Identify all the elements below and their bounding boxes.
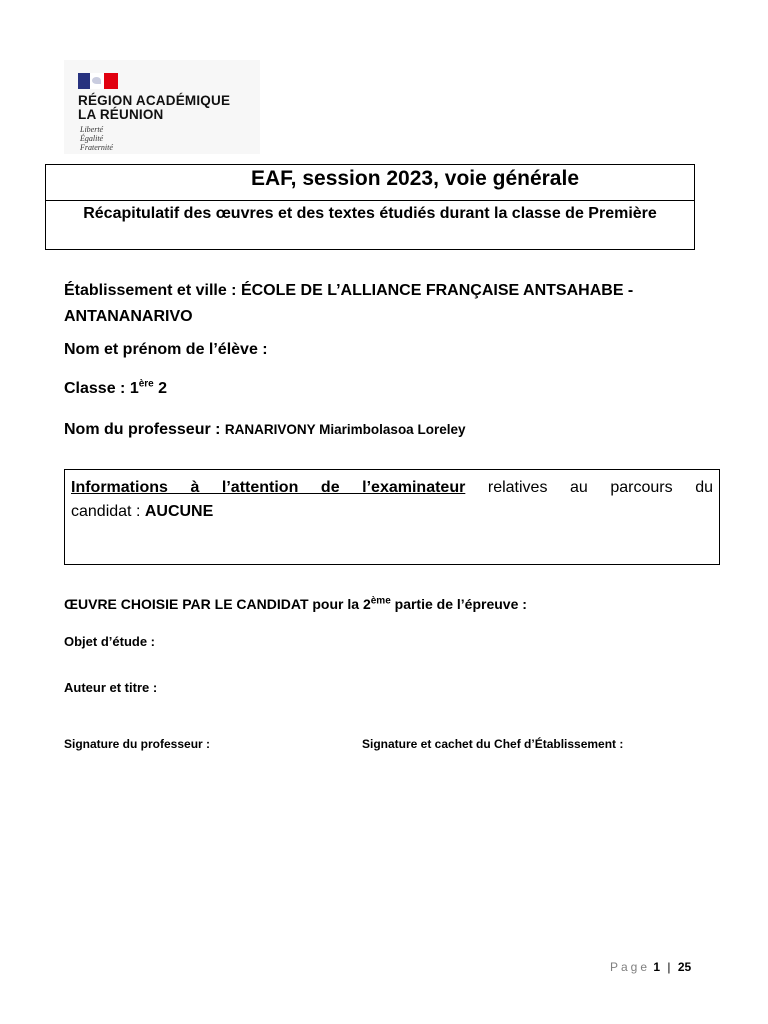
teacher-signature-label: Signature du professeur : (64, 737, 211, 751)
chosen-work-sup: ème (370, 595, 391, 607)
study-object-label: Objet d’étude : (64, 634, 155, 649)
page-word: Page (610, 960, 651, 974)
region-logo (64, 60, 260, 154)
chosen-work-rest: partie de l’épreuve : (390, 596, 527, 612)
candidate-label: candidat : (71, 503, 145, 520)
chosen-work-label: ŒUVRE CHOISIE PAR LE CANDIDAT pour la 2 (64, 596, 371, 612)
document-subtitle: Récapitulatif des œuvres et des textes étudiés durant la classe de Première (83, 205, 657, 222)
candidate-info-value: AUCUNE (144, 503, 214, 520)
logo-line-1: RÉGION ACADÉMIQUE (78, 93, 231, 108)
document-title: EAF, session 2023, voie générale (251, 167, 580, 190)
page-total: 25 (677, 960, 692, 974)
logo-motto-1: Liberté (80, 125, 104, 134)
teacher-field (64, 421, 465, 439)
logo-motto-2: Égalité (80, 134, 104, 143)
teacher-name: RANARIVONY Miarimbolasoa Loreley (224, 422, 466, 437)
school-label: Établissement et ville : (64, 282, 241, 299)
author-title-label: Auteur et titre : (64, 680, 158, 695)
examiner-info-text: relatives au parcours du (465, 479, 713, 496)
class-field (64, 380, 167, 398)
school-value: ÉCOLE DE L’ALLIANCE FRANÇAISE ANTSAHABE - ANTANANARIVO (64, 282, 634, 325)
logo-motto-3: Fraternité (80, 143, 113, 152)
page-footer (610, 960, 691, 974)
class-number: 2 (153, 380, 168, 397)
teacher-label: Nom du professeur : (64, 421, 225, 438)
title-box (45, 164, 695, 250)
class-label: Classe : 1 (64, 380, 139, 397)
examiner-info-label: Informations à l’attention de l’examinateur (71, 479, 466, 496)
logo-line-2: LA RÉUNION (78, 107, 164, 122)
class-sup: ère (138, 378, 154, 390)
marianne-flag-icon (78, 73, 118, 89)
page-number: 1 (653, 960, 661, 974)
school-field (64, 278, 684, 330)
head-signature-label: Signature et cachet du Chef d’Établissement : (362, 737, 624, 751)
student-name-label: Nom et prénom de l’élève : (64, 341, 268, 358)
examiner-info-box (64, 469, 720, 565)
page-separator: | (667, 960, 671, 974)
chosen-work-heading (64, 596, 527, 612)
